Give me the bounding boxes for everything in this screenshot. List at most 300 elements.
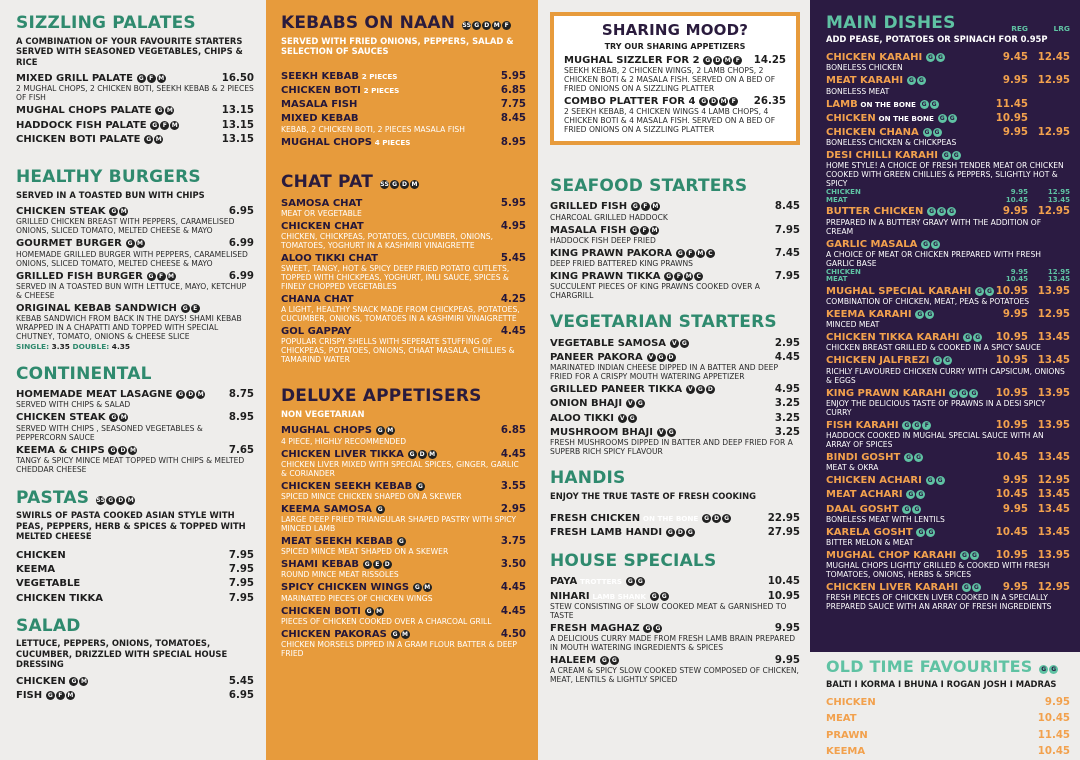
menu-item-name: CHICKEN [826,697,876,709]
price-reg: 9.95 [1002,582,1028,594]
menu-list [826,52,1070,612]
allergen-badges [415,482,425,492]
menu-item-price: 4.50 [500,628,526,640]
menu-item-name: MUGHAL SIZZLER FOR 2 [564,54,700,66]
allergen-badge-icon: G [108,496,114,504]
allergen-badges [396,537,406,547]
allergen-badge-icon: G [686,528,695,537]
menu-item-left [16,445,137,457]
menu-item-left [281,198,362,210]
allergen-badge-icon: M [651,226,658,234]
menu-item-row [550,527,800,539]
menu-item-price: 16.50 [221,73,254,85]
menu-item-left [281,504,385,516]
menu-item-description: TANGY & SPICY MINCE MEAT TOPPED WITH CHIPS & MELTED CHEDDAR CHEESE [16,455,245,474]
menu-item-row [16,445,254,457]
menu-item-left [281,221,364,233]
menu-item-description: SERVED IN A TOASTED BUN WITH LETTUCE, MAYO, KETCHUP & CHEESE [16,281,247,300]
menu-item-row [16,303,254,315]
menu-item [281,425,526,446]
menu-item-prices [994,452,1070,464]
sub-price-values [994,276,1070,284]
sub-price-reg: 10.45 [1005,275,1028,284]
menu-item-description: LARGE DEEP FRIED TRIANGULAR SHAPED PASTRY WITH SPICY MINCED LAMB [281,515,517,534]
menu-item-left [564,55,742,67]
menu-item [550,384,800,396]
menu-item-price: 3.25 [774,398,800,410]
menu-item-description: PIECES OF CHICKEN COOKED OVER A CHARCOAL GRILL [281,616,492,626]
menu-list [16,676,254,702]
allergen-badge-icon: G [416,482,425,491]
menu-item-row [550,591,800,603]
menu-item-row [826,475,1070,487]
section-deluxe-appetisers [281,387,526,659]
price-lrg: 13.45 [1037,526,1070,538]
menu-item [826,113,1070,125]
menu-item-prices [994,99,1070,111]
menu-item [550,527,800,539]
menu-item-name: GRILLED FISH BURGER [16,270,143,282]
menu-item-description: HOME STYLE! A CHOICE OF FRESH TENDER MEAT OR CHICKEN COOKED WITH GREEN CHILLIES & PEPPERS, SLIGHTLY HOT & SPICY [826,161,1064,189]
allergen-badges [701,514,731,524]
price-lrg: 13.95 [1037,549,1070,561]
allergen-badge-icon: M [67,692,74,700]
price-reg: 10.95 [995,332,1028,344]
allergen-badge-icon: G [949,389,958,398]
column-4 [810,0,1080,760]
price-reg: 9.95 [1002,75,1028,87]
allergen-badge-icon: M [720,97,727,105]
allergen-badge-icon: M [120,414,127,422]
sub-price-label: CHICKEN [826,188,861,197]
section-salad [16,617,254,703]
menu-item-description: MUGHAL CHOPS LIGHTLY GRILLED & COOKED WITH FRESH TOMATOES, ONIONS, HERBS & SPICES [826,561,1050,580]
menu-item-left [826,504,921,516]
allergen-badge-icon: V [657,428,666,437]
allergen-badge-icon: G [902,505,911,514]
allergen-badges [617,414,637,424]
menu-list [550,513,800,539]
menu-item-row [826,206,1070,218]
allergen-badge-icon: M [137,240,144,248]
menu-item-left [16,105,174,117]
menu-item-price: 26.35 [753,95,786,107]
allergen-badge-icon: G [150,121,159,130]
menu-item-description: BITTER MELON & MEAT [826,537,914,547]
allergen-badge-icon: G [969,389,978,398]
menu-item-price: 13.15 [221,133,254,145]
menu-item-price: 6.99 [228,270,254,282]
allergen-badge-icon: G [722,514,731,523]
menu-item-prices [994,127,1070,139]
menu-item-name: ORIGINAL KEBAB SANDWICH [16,302,177,314]
section-title: SIZZLING PALATES [16,13,196,33]
menu-item [16,206,254,236]
menu-item-name: FISH [16,690,43,702]
allergen-badge-icon: G [181,304,190,313]
single-price: 3.35 [51,341,70,351]
menu-item-row [16,271,254,283]
allergen-badge-icon: M [652,203,659,211]
menu-item-row [281,71,526,83]
allergen-badge-icon: F [641,202,650,211]
menu-item-description: CHICKEN MORSELS DIPPED IN A GRAM FLOUR BATTER & DEEP FRIED [281,639,517,658]
menu-item-name: KEEMA [826,745,866,757]
allergen-badge-icon: G [676,249,685,258]
menu-item-left [550,225,659,237]
menu-item-note: 4 PIECES [374,137,411,147]
allergen-badge-icon: G [176,390,185,399]
allergen-badges [906,76,926,86]
double-price: 4.35 [111,341,131,351]
allergen-badges [149,121,179,131]
menu-item-name: CHICKEN LIVER TIKKA [281,448,404,460]
menu-item [16,676,254,688]
menu-item [16,105,254,117]
menu-item [16,134,254,146]
menu-item-row [826,730,1070,742]
allergen-badge-icon: G [365,607,374,616]
allergen-badge-icon: G [914,453,923,462]
menu-item-price: 6.95 [228,690,254,702]
menu-item-price: 7.95 [228,592,254,604]
menu-item-description: A LIGHT, HEALTHY SNACK MADE FROM CHICKPEAS, POTATOES, CUCUMBER, ONIONS, TOMATOES IN A KASHMIRI VINAIGRETTE [281,305,520,324]
menu-item-price: 4.45 [500,448,526,460]
allergen-badge-icon: V [686,385,695,394]
allergen-badge-icon: G [109,413,118,422]
menu-item-price: 7.95 [228,564,254,576]
menu-item-left [826,127,942,139]
menu-item-name: FISH KARAHI [826,419,899,431]
allergen-badge-icon: D [418,450,427,459]
section-subtitle: LETTUCE, PEPPERS, ONIONS, TOMATOES, CUCUMBER, DRIZZLED WITH SPECIAL HOUSE DRESSING [16,638,228,670]
menu-item [281,481,526,502]
sub-price-label: MEAT [826,275,848,284]
menu-item-row [826,75,1070,87]
allergen-badges [154,106,174,116]
allergen-badge-icon: G [936,53,945,62]
menu-item-row [826,113,1070,125]
sub-price-label: CHICKEN [826,267,861,276]
allergen-badge-icon: D [709,97,718,106]
menu-item [550,398,800,410]
section-subtitle: ADD PEASE, POTATOES OR SPINACH FOR 0.95P [826,33,1048,44]
allergen-badges [646,353,676,363]
menu-item-left [16,412,128,424]
allergen-badge-icon: SS [462,22,472,29]
price-lrg [1036,113,1070,125]
menu-item-left [550,201,660,213]
menu-item-left [281,137,410,149]
allergen-badge-icon: E [191,304,200,313]
menu-item-price: 11.45 [1037,729,1070,741]
menu-item-note: TROTTERS [579,577,623,587]
menu-item-description: A CHOICE OF MEAT OR CHICKEN PREPARED WITH FRESH GARLIC BASE [826,249,1041,268]
menu-item-name: DESI CHILLI KARAHI [826,150,938,162]
menu-item-name: SEEKH KEBAB [281,70,360,82]
menu-item-left [281,629,410,641]
menu-item-left [16,134,163,146]
allergen-badges [125,239,145,249]
allergen-badge-icon: M [685,272,692,280]
menu-item-name: CHICKEN ACHARI [826,475,922,487]
menu-item-left [16,206,128,218]
menu-item-name: GRILLED PANEER TIKKA [550,384,683,396]
menu-item-name: MUSHROOM BHAJI [550,426,653,438]
menu-item [826,206,1070,236]
menu-item-row [281,198,526,210]
menu-item-name: GOL GAPPAY [281,326,352,338]
allergen-badges [948,389,978,399]
menu-item [550,248,800,269]
allergen-badge-icon: G [631,202,640,211]
menu-item-prices [994,489,1070,501]
menu-item-row [16,105,254,117]
menu-item [281,198,526,219]
section-house-specials [550,552,800,685]
allergen-badge-icon: G [397,537,406,546]
menu-item-price: 7.95 [228,549,254,561]
section-title [281,14,526,33]
menu-item [16,271,254,301]
menu-item [281,253,526,292]
menu-item-price: 22.95 [767,513,800,525]
menu-item-name: ALOO TIKKI CHAT [281,252,378,264]
allergen-badge-icon: M [387,427,394,435]
menu-item-price: 7.45 [774,247,800,259]
menu-item [826,489,1070,501]
allergen-badge-icon: M [127,496,134,504]
menu-item-price: 7.65 [228,444,254,456]
menu-item [16,550,254,562]
allergen-badges [669,339,689,349]
menu-item-price: 3.75 [500,536,526,547]
allergen-badge-icon: G [959,389,968,398]
column-2 [266,0,538,760]
menu-item-left [16,389,205,401]
menu-item-left [550,591,669,603]
menu-item-name: CHICKEN TIKKA KARAHI [826,332,960,344]
menu-item-description: SEEKH KEBAB, 2 CHICKEN WINGS, 2 LAMB CHOPS, 2 CHICKEN BOTI & 2 MASALA FISH. SERVED ON A BED OF FRIED ONIONS ON A SIZZLING PLATTER [564,65,776,93]
menu-item-description: HADDOCK FISH DEEP FRIED [550,235,656,245]
menu-item-row [281,449,526,461]
menu-item-price: 7.95 [774,224,800,236]
menu-item [550,576,800,588]
allergen-badges [390,630,410,640]
menu-item-description: MARINATED PIECES OF CHICKEN WINGS [281,593,433,603]
allergen-badges [412,583,432,593]
menu-item-left [281,481,425,493]
allergen-badges [905,490,925,500]
menu-item-row [281,425,526,437]
menu-item-name: SAMOSA CHAT [281,197,363,209]
allergen-badge-icon: G [970,551,979,560]
allergen-badge-icon: G [975,287,984,296]
menu-item [281,137,526,149]
allergen-badge-icon: D [706,385,715,394]
menu-item-description: FRESH PIECES OF CHICKEN LIVER COOKED IN A SPECIALLY PREPARED SAUCE WITH AN ARRAY OF FRESH INGREDIENTS [826,593,1052,612]
menu-item-prices [994,475,1070,487]
section-continental [16,365,254,475]
menu-item-description: SWEET, TANGY, HOT & SPICY DEEP FRIED POTATO CUTLETS, TOPPED WITH CHICKPEAS, YOGHURT, IMLI SAUCE, SPICES & FINELY CHOPPED VEGETABLES [281,264,510,291]
menu-item-name: PRAWN [826,729,868,741]
menu-item-price: 2.95 [500,503,526,515]
price-reg: 10.95 [995,387,1028,399]
menu-item-price: 6.85 [500,84,526,96]
menu-item-name: CHICKEN CHAT [281,220,364,232]
menu-item-left [281,582,432,594]
allergen-badge-icon: F [160,121,169,130]
price-reg: 9.95 [1002,206,1028,218]
allergen-badge-icon: G [147,272,156,281]
allergen-badge-icon: G [963,333,972,342]
allergen-badges [932,356,952,366]
allergen-badge-icon: G [912,421,921,430]
allergen-badge-icon: E [373,560,382,569]
menu-item-left [550,655,619,667]
allergen-badges [180,304,200,314]
menu-item [826,127,1070,148]
menu-item-name: MUGHAL CHOPS [281,425,372,437]
menu-item-name: SHAMI KEBAB [281,559,360,571]
menu-item [16,564,254,576]
menu-item-prices [994,355,1070,367]
allergen-badges [914,310,934,320]
menu-item [16,578,254,590]
menu-item-price: 8.45 [500,113,526,125]
menu-item-description: ENJOY THE DELICIOUS TASTE OF PRAWNS IN A DESI SPICY CURRY [826,398,1046,417]
allergen-badge-icon: G [933,128,942,137]
sub-price-row [826,189,1070,197]
allergen-badge-icon: G [938,114,947,123]
section-title: MAIN DISHES [826,13,956,33]
menu-item-row [550,225,800,237]
allergen-badge-icon: G [920,100,929,109]
menu-item-name: MIXED GRILL PALATE [16,73,133,85]
section-subtitle: ENJOY THE TRUE TASTE OF FRESH COOKING [550,490,757,501]
menu-item [826,527,1070,548]
section-vegetarian-starters [550,313,800,457]
allergen-badge-icon: M [424,584,431,592]
menu-item-row [550,398,800,410]
menu-item-left [550,338,689,350]
allergen-badge-icon: G [942,151,951,160]
price-lrg: 12.95 [1037,127,1070,139]
section-chat-pat [281,173,526,365]
menu-item [826,332,1070,353]
menu-item-price: 13.15 [221,105,254,117]
menu-item-name: MIXED KEBAB [281,113,359,125]
menu-item [826,713,1070,725]
menu-item [16,238,254,268]
price-lrg: 13.45 [1037,355,1070,367]
menu-item-left [550,398,645,410]
menu-item-left [16,303,200,315]
price-reg: 10.45 [995,451,1028,463]
menu-item-price: 4.25 [500,293,526,305]
section-title: SHARING MOOD? [601,21,749,39]
section-subtitle: NON VEGETARIAN [281,408,365,419]
menu-item-row [826,746,1070,758]
main-header [826,14,1070,33]
menu-item-name: COMBO PLATTER FOR 4 [564,95,696,107]
menu-item-left [550,413,637,425]
menu-list [564,55,786,135]
menu-item [826,420,1070,450]
menu-item-name: CHICKEN TIKKA [16,592,103,604]
menu-item-description: BONELESS CHICKEN [826,63,903,73]
allergen-badges [959,551,979,561]
menu-item-description: MARINATED INDIAN CHEESE DIPPED IN A BATTER AND DEEP FRIED FOR A CRISPY MOUTH WATERING APPETIZER [550,363,779,382]
sub-price-lrg: 13.45 [1047,275,1070,284]
allergen-badge-icon: G [46,691,55,700]
allergen-badge-icon: G [144,135,153,144]
menu-item-price: 6.95 [228,206,254,218]
section-kebabs-on-naan [281,14,526,149]
allergen-badge-icon: F [686,249,695,258]
section-title-text: OLD TIME FAVOURITES [826,657,1033,676]
sub-price-values [994,197,1070,205]
menu-item-description: BONELESS MEAT WITH LENTILS [826,514,945,524]
allergen-badges [68,677,88,687]
section-title [281,173,526,192]
menu-item [16,120,254,132]
menu-item-name: KEEMA [16,564,56,576]
allergen-badge-icon: G [413,583,422,592]
menu-item-left [281,294,354,306]
allergen-badges [599,656,619,666]
menu-item-name: KING PRAWN KARAHI [826,387,946,399]
menu-item-name: GARLIC MASALA [826,238,918,250]
menu-list [16,73,254,146]
section-title: SEAFOOD STARTERS [550,175,748,196]
menu-item-note: ON THE BONE [860,99,916,109]
allergen-badge-icon: G [936,476,945,485]
sub-price-reg: 9.95 [1010,267,1028,276]
menu-item-description: A CREAM & SPICY SLOW COOKED STEW COMPOSED OF CHICKEN, MEAT, LENTILS & LIGHTLY SPICED [550,666,799,685]
allergen-badges [919,100,939,110]
section-sizzling-palates [16,14,254,146]
allergen-badge-icon: M [171,121,178,129]
allergen-badge-icon: G [474,22,480,29]
allergen-badge-icon: M [724,56,731,64]
price-reg: 9.95 [1002,309,1028,321]
menu-item-description: MINCED MEAT [826,320,880,330]
menu-item-prices [994,527,1070,539]
menu-item-row [826,697,1070,709]
allergen-badge-icon: M [429,450,436,458]
menu-item-left [826,475,945,487]
sub-price-lrg: 12.95 [1047,188,1070,197]
menu-item-name: MEAT SEEKH KEBAB [281,536,394,547]
allergen-badges [375,505,385,515]
sub-price-reg: 10.45 [1005,195,1028,204]
menu-item-left [826,309,934,321]
allergen-badge-icon: G [927,207,936,216]
menu-item-price: 9.95 [774,622,800,634]
menu-item-price: 10.45 [1037,713,1070,725]
menu-item-name: CHICKEN [16,675,66,687]
menu-item-price: 7.95 [774,270,800,282]
allergen-badge-icon: G [921,240,930,249]
menu-item-row [281,85,526,97]
allergen-badge-icon: G [1051,666,1057,673]
menu-item-description: POPULAR CRISPY SHELLS WITH SEPERATE STUFFING OF CHICKPEAS, POTATOES, ONIONS, CHAAT MASALA, CHILLIES & TAMARIND WATER [281,337,515,365]
price-lrg: 12.45 [1037,52,1070,64]
menu-item [826,746,1070,758]
allergen-badge-icon: G [902,421,911,430]
menu-item-left [550,427,676,439]
